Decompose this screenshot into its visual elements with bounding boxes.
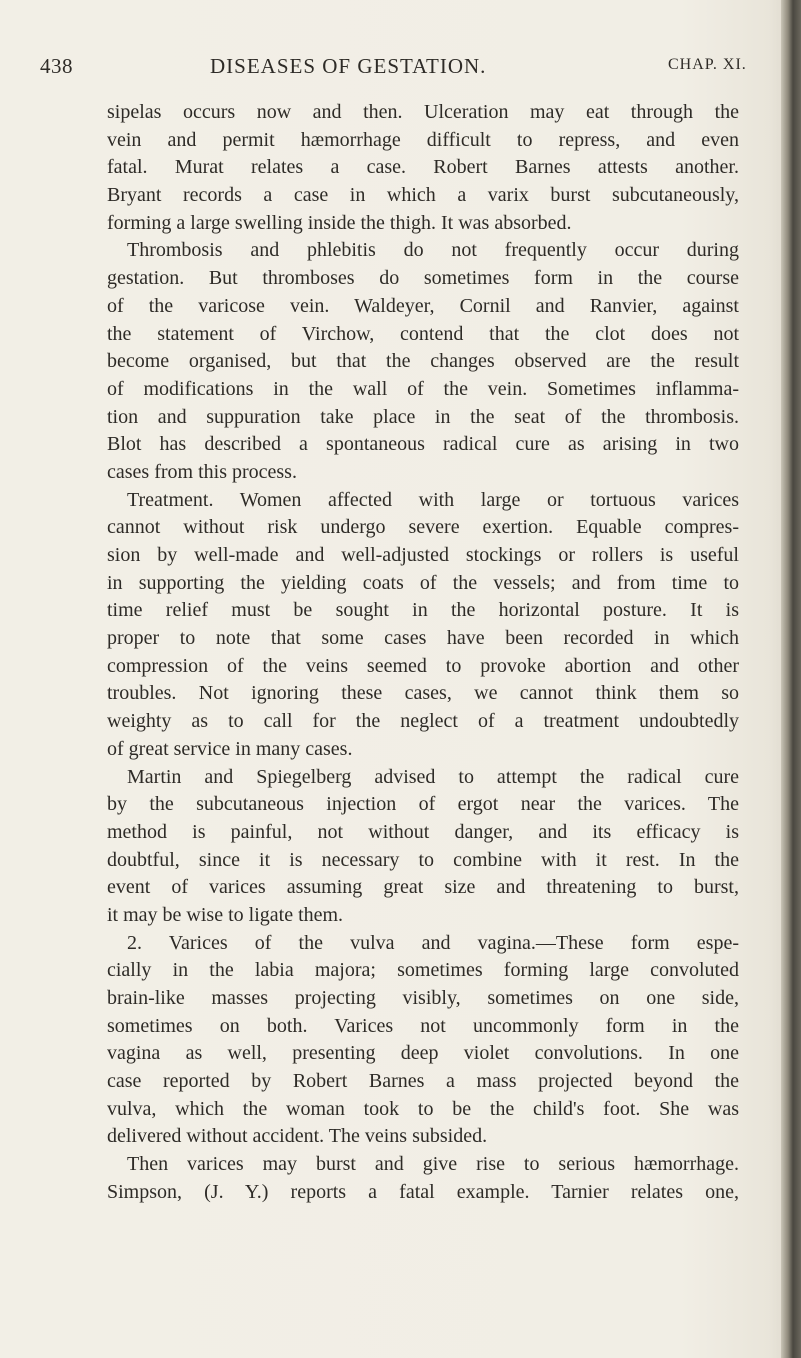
- text-line: Treatment. Women affected with large or tortuous varices: [127, 488, 739, 511]
- text-line: sometimes on both. Varices not uncommonly form in the: [107, 1014, 739, 1037]
- body-text: [107, 99, 739, 1207]
- text-line: Bryant records a case in which a varix burst subcutaneously,: [107, 184, 739, 207]
- text-line: fatal. Murat relates a case. Robert Barnes attests another.: [107, 156, 739, 179]
- text-line: tion and suppuration take place in the seat of the thrombosis.: [107, 405, 739, 428]
- running-head: DISEASES OF GESTATION.: [210, 54, 487, 78]
- text-line: in supporting the yielding coats of the vessels; and from time to: [107, 571, 739, 594]
- text-line: it may be wise to ligate them.: [107, 903, 344, 926]
- text-line: Thrombosis and phlebitis do not frequently occur during: [127, 239, 739, 262]
- text-line: Then varices may burst and give rise to serious hæmorrhage.: [127, 1153, 739, 1176]
- text-line: delivered without accident. The veins subsided.: [107, 1125, 488, 1148]
- chapter-reference: CHAP. XI.: [668, 56, 747, 73]
- text-line: cannot without risk undergo severe exertion. Equable compres-: [107, 516, 739, 539]
- text-line: weighty as to call for the neglect of a treatment undoubtedly: [107, 710, 739, 733]
- text-line: of great service in many cases.: [107, 737, 353, 760]
- text-line: Simpson, (J. Y.) reports a fatal example. Tarnier relates one,: [107, 1180, 739, 1203]
- text-line: the statement of Virchow, contend that the clot does not: [107, 322, 739, 345]
- text-line: proper to note that some cases have been recorded in which: [107, 627, 739, 650]
- text-line: Martin and Spiegelberg advised to attempt the radical cure: [127, 765, 739, 788]
- text-line: become organised, but that the changes observed are the result: [107, 350, 739, 373]
- text-line: vulva, which the woman took to be the child's foot. She was: [107, 1097, 739, 1120]
- text-line: event of varices assuming great size and threatening to burst,: [107, 876, 739, 899]
- text-line: method is painful, not without danger, and its efficacy is: [107, 820, 739, 843]
- text-line: compression of the veins seemed to provoke abortion and other: [107, 654, 739, 677]
- text-line: of modifications in the wall of the vein. Sometimes inflamma-: [107, 377, 739, 400]
- page-number: 438: [40, 54, 73, 78]
- text-line: by the subcutaneous injection of ergot near the varices. The: [107, 793, 739, 816]
- text-line: gestation. But thromboses do sometimes form in the course: [107, 267, 739, 290]
- text-line: troubles. Not ignoring these cases, we cannot think them so: [107, 682, 739, 705]
- text-line: vein and permit hæmorrhage difficult to repress, and even: [107, 128, 739, 151]
- text-line: sipelas occurs now and then. Ulceration may eat through the: [107, 101, 739, 123]
- text-line: brain-like masses projecting visibly, sometimes on one side,: [107, 987, 739, 1009]
- text-line: 2. Varices of the vulva and vagina.—These form espe-: [127, 931, 739, 954]
- text-line: vagina as well, presenting deep violet convolutions. In one: [107, 1042, 739, 1065]
- page-header: [0, 54, 770, 84]
- text-line: of the varicose vein. Waldeyer, Cornil and Ranvier, against: [107, 294, 739, 317]
- text-line: doubtful, since it is necessary to combine with it rest. In the: [107, 848, 739, 871]
- text-line: case reported by Robert Barnes a mass projected beyond the: [107, 1070, 739, 1093]
- text-line: cases from this process.: [107, 460, 297, 483]
- text-line: forming a large swelling inside the thigh. It was absorbed.: [107, 211, 572, 234]
- text-line: time relief must be sought in the horizontal posture. It is: [107, 599, 739, 622]
- text-line: cially in the labia majora; sometimes forming large convoluted: [107, 959, 739, 982]
- text-line: Blot has described a spontaneous radical cure as arising in two: [107, 433, 739, 456]
- text-line: sion by well-made and well-adjusted stockings or rollers is useful: [107, 544, 739, 566]
- page-binding-edge: [781, 0, 801, 1358]
